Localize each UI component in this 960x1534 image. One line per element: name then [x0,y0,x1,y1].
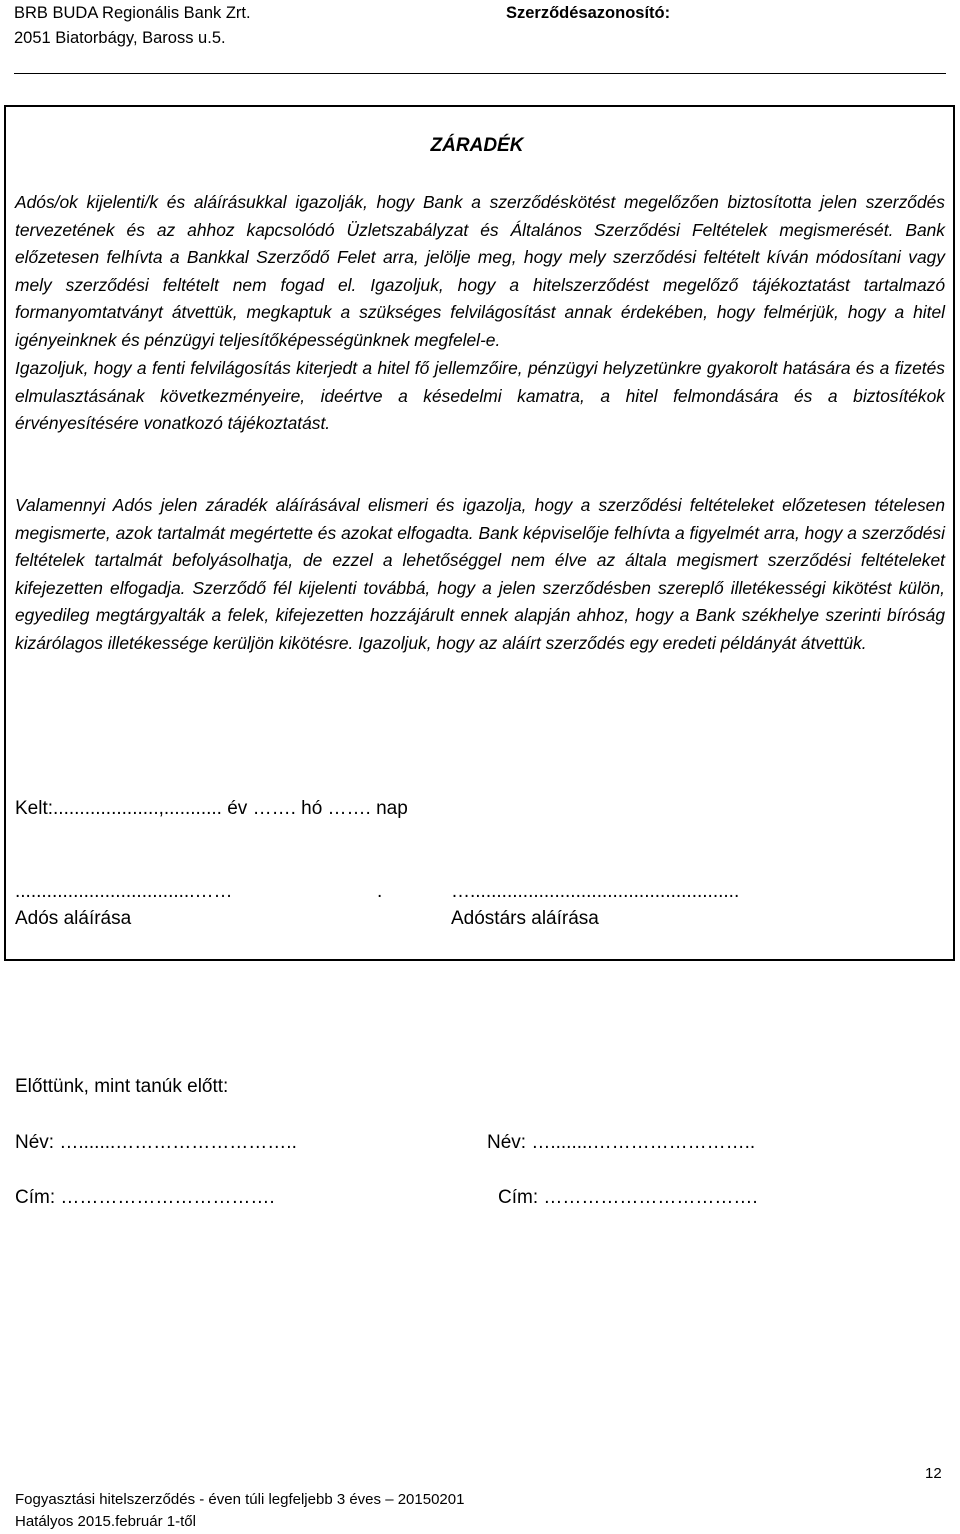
signature-line-debtor: ..................................…… [15,881,233,902]
signature-separator: . [377,881,383,902]
signature-line-codebtor: …................................................... [451,881,740,902]
clause-paragraph-2 [15,355,945,438]
witnesses-heading: Előttünk, mint tanúk előtt: [15,1076,229,1097]
contract-id-label: Szerződésazonosító: [506,4,671,22]
signature-label-codebtor: Adóstárs aláírása [451,908,599,929]
clause-paragraph-3-text: Valamennyi Adós jelen záradék aláírásával elismeri és igazolja, hogy a szerződési feltételeket előzetesen tételesen megismerte, azok tartalmát megértette és azokat elfogadta. Bank képviselője felhívta a figyelmét arra, hogy a szerződési feltételek tartalmát befolyásolhatja, de ezzel a lehetőséggel nem élve az általa megismert szerződési feltételeket kifejezetten elfogadja. Szerződő fél kijelenti továbbá, hogy a jelen szerződésben szereplő illetékességi kikötést külön, egyedileg megtárgyalták a felek, kifejezetten hozzájárult ennek alapján ahhoz, hogy a Bank székhelye szerinti bíróság kizárólagos illetékessége kerüljön kikötésre. Igazoljuk, hogy az aláírt szerződés egy eredeti példányát átvettük. [15,495,945,653]
clause-paragraph-1 [15,189,945,355]
witness-address-left: Cím: ……………………………. [15,1187,275,1208]
bank-name: BRB BUDA Regionális Bank Zrt. [14,4,251,22]
witness-name-left: Név: ….......……………………….. [15,1132,297,1153]
bank-address: 2051 Biatorbágy, Baross u.5. [14,29,226,47]
witness-name-right: Név: …........…………………….. [487,1132,756,1153]
clause-paragraph-1-text: Adós/ok kijelenti/k és aláírásukkal igazolják, hogy Bank a szerződéskötést megelőzően biztosította jelen szerződés tervezetének és az ahhoz kapcsolódó Üzletszabályzat és Általános Szerződési Feltételek megismerését. Bank előzetesen felhívta a Bankkal Szerződő Felet arra, jelölje meg, hogy mely szerződési feltételt kíván módosítani vagy mely szerződési feltételt nem fogad el. Igazoljuk, hogy a hitelszerződést megelőző tájékoztatást tartalmazó formanyomtatványt átvettük, megkaptuk a szükséges felvilágosítást annak érdekében, hogy felmérjük, hogy a hitel igényeinknek és pénzügyi teljesítőképességünknek megfelel-e. [15,192,945,350]
footer-effective-date: Hatályos 2015.február 1-től [15,1513,196,1530]
witness-address-right: Cím: ……………………………. [498,1187,758,1208]
signature-label-debtor: Adós aláírása [15,908,132,929]
page-number: 12 [925,1465,942,1482]
header-divider [14,73,946,74]
footer-doc-title: Fogyasztási hitelszerződés - éven túli legfeljebb 3 éves – 20150201 [15,1491,465,1508]
date-line: Kelt:....................,........... év ……. hó ……. nap [15,798,408,819]
clause-paragraph-3 [15,492,945,658]
clause-paragraph-2-text: Igazoljuk, hogy a fenti felvilágosítás kiterjedt a hitel fő jellemzőire, pénzügyi helyzetünkre gyakorolt hatására és a fizetés elmulasztásának következményeire, ideértve a késedelmi kamatra, a hitel felmondására és a biztosítékok érvényesítésére vonatkozó tájékoztatást. [15,358,945,434]
clause-title: ZÁRADÉK [430,135,524,156]
